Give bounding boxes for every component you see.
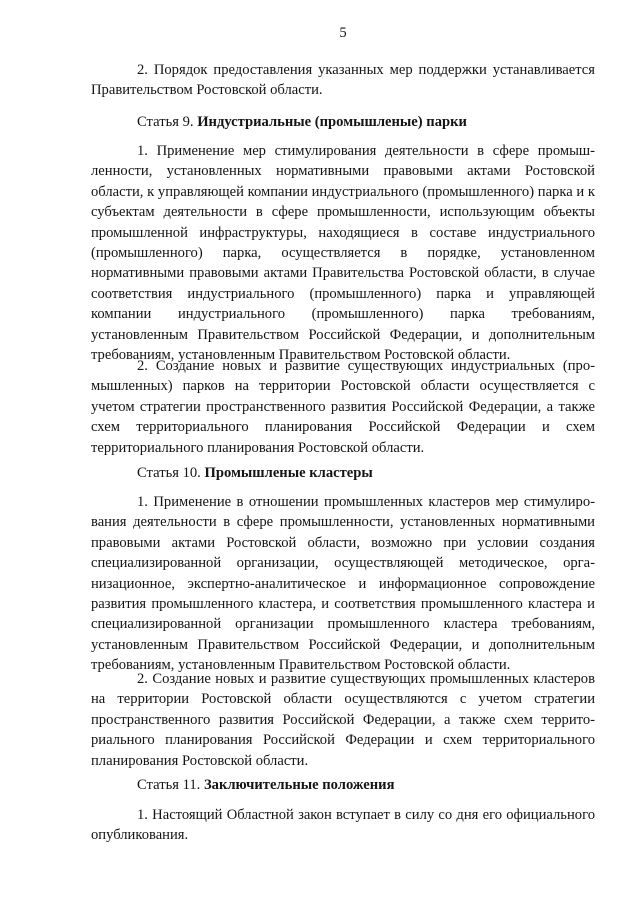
article-10-heading (91, 463, 595, 483)
article-title: Заключительные положения (203, 777, 395, 793)
paragraph-text: 1. Применение в отношении промышленных кластеров мер стимулирования деятельности в сфере промышленности, установленных нормативными правовыми актами Ростовской области, возможно при условии создания специализированной организации, осуществляющей методическое, организационное, экспертно-аналитическое и информационное сопровождение развития промышленного кластера, и соответствия промышленного кластера и специализированной организации промышленного кластера требованиям, установленным Правительством Российской Федерации, и дополнительным требованиям, установленным Правительством Ростовской области. (91, 494, 595, 674)
article-number: Статья 9. (137, 114, 198, 130)
paragraph-text: 1. Настоящий Областной закон вступает в силу со дня его официального опубликования. (91, 807, 595, 844)
article-11-heading (91, 775, 595, 795)
article-number: Статья 11. (137, 777, 204, 793)
article-10-paragraph-2 (91, 669, 595, 771)
article-9-paragraph-1 (91, 141, 595, 365)
paragraph-text: 1. Применение мер стимулирования деятельности в сфере промышленности, установленных нормативными правовыми актами Ростовской области, к управляющей компании индустриального (промышленного) парка и к субъектам деятельности в сфере промышленности, использующим объекты промышленной инфраструктуры, находящиеся в составе индустриального (промышленного) парка, осуществляется в порядке, установленном нормативными правовыми актами Правительства Ростовской области, в случае соответствия индустриального (промышленного) парка и управляющей компании индустриального (промышленного) парка требованиям, установленным Правительством Российской Федерации, и дополнительным требованиям, установленным Правительством Ростовской области. (91, 143, 595, 364)
paragraph-support-procedure (91, 60, 595, 101)
article-number: Статья 10. (137, 465, 205, 481)
article-11-paragraph-1 (91, 805, 595, 846)
paragraph-text: 2. Создание новых и развитие существующих индустриальных (промышленных) парков на территории Ростовской области осуществляется с учетом стратегии пространственного развития Российской Федерации, а также схем территориального планирования Российской Федерации и схем территориального планирования Ростовской области. (91, 358, 595, 456)
article-title: Индустриальные (промышленые) парки (197, 114, 467, 130)
article-10-paragraph-1 (91, 492, 595, 676)
article-9-heading (91, 112, 595, 132)
paragraph-text: 2. Порядок предоставления указанных мер поддержки устанавливается Правительством Ростовской области. (91, 62, 595, 99)
page-number: 5 (339, 25, 347, 41)
article-9-paragraph-2 (91, 356, 595, 458)
paragraph-text: 2. Создание новых и развитие существующих промышленных кластеров на территории Ростовской области осуществляются с учетом стратегии пространственного развития Российской Федерации, а также схем территориального планирования Российской Федерации и схем территориального планирования Ростовской области. (91, 671, 595, 769)
article-title: Промышленые кластеры (204, 465, 373, 481)
